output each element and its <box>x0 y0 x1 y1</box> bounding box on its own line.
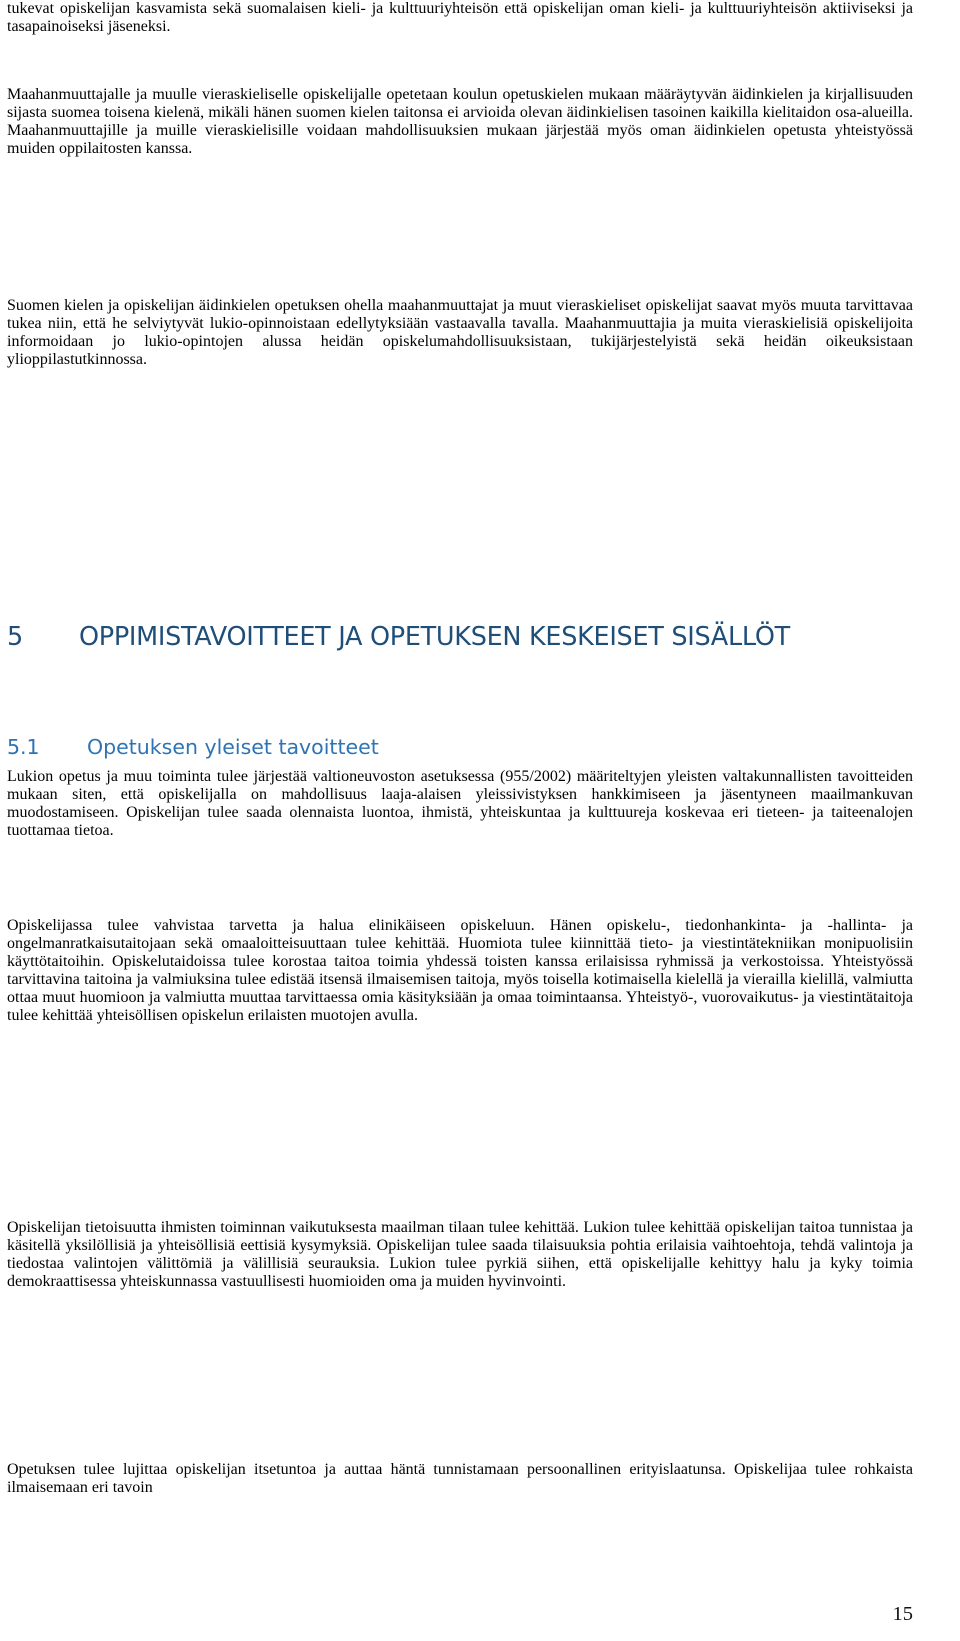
intro-block-3 <box>7 297 913 369</box>
body-paragraph-3: Opiskelijan tietoisuutta ihmisten toiminnan vaikutuksesta maailman tilaan tulee kehittää. Lukion tulee kehittää opiskelijan taitoa tunnistaa ja käsitellä yksilöllisiä ja yhteisöllisiä eettisiä kysymyksiä. Opiskelijan tulee saada tilaisuuksia pohtia erilaisia vaihtoehtoja, tehdä valintoja ja tiedostaa valintojen välittömiä ja välillisiä seurauksia. Lukion tulee pyrkiä siihen, että opiskelijalle kehittyy halu ja kyky toimia demokraattisessa yhteiskunnassa vastuullisesti huomioiden oma ja muiden hyvinvointi. <box>7 1219 913 1290</box>
section-title: OPPIMISTAVOITTEET JA OPETUKSEN KESKEISET SISÄLLÖT <box>79 622 790 652</box>
intro-paragraph-3: Suomen kielen ja opiskelijan äidinkielen opetuksen ohella maahanmuuttajat ja muut vieraskieliset opiskelijat saavat myös muuta tarvittavaa tukea niin, että he selviytyvät lukio-opinnoistaan edellytyksiään vastaavalla tavalla. Maahanmuuttajia ja muita vieraskielisiä opiskelijoita informoidaan jo lukio-opintojen alussa heidän opiskelumahdollisuuksistaan, tukijärjestelyistä sekä heidän oikeuksistaan ylioppilastutkinnossa. <box>7 297 913 368</box>
subsection-number: 5.1 <box>7 735 40 759</box>
body-block-4 <box>7 1461 913 1497</box>
section-number: 5 <box>7 622 23 652</box>
body-paragraph-2: Opiskelijassa tulee vahvistaa tarvetta ja halua elinikäiseen opiskeluun. Hänen opiskelu-, tiedonhankinta- ja -hallinta- ja ongelmanratkaisutaitojaan sekä omaaloitteisuuttaan tulee kehittää. Huomiota tulee kiinnittää tieto- ja viestintätekniikan monipuolisiin käyttötaitoihin. Opiskelutaidoissa tulee korostaa taitoa toimia yhdessä toisten kanssa erilaisissa ryhmissä ja verkostoissa. Yhteistyössä tarvittavina taitoina ja valmiuksina tulee edistää itsensä ilmaisemisen taitoja, myös toisella kotimaisella kielellä ja vierailla kielillä, valmiutta ottaa muut huomioon ja valmiutta muuttaa tarvittaessa omia käsityksiään ja omaa toimintaansa. Yhteistyö-, vuorovaikutus- ja viestintätaitoja tulee kehittää yhteisöllisen opiskelun erilaisten muotojen avulla. <box>7 917 913 1024</box>
body-block-2 <box>7 917 913 1025</box>
body-paragraph-1: Lukion opetus ja muu toiminta tulee järjestää valtioneuvoston asetuksessa (955/2002) määriteltyjen yleisten valtakunnallisten tavoitteiden mukaan siten, että opiskelijalla on mahdollisuus laaja-alaisen yleissivistyksen hankkimiseen ja jäsentyneen maailmankuvan muodostamiseen. Opiskelijan tulee saada olennaista luontoa, ihmistä, yhteiskuntaa ja kulttuureja koskevaa eri tieteen- ja taiteenalojen tuottamaa tietoa. <box>7 768 913 839</box>
body-block-1-text <box>7 738 913 840</box>
intro-block <box>7 0 913 36</box>
body-paragraph-4: Opetuksen tulee lujittaa opiskelijan itsetuntoa ja auttaa häntä tunnistamaan persoonallinen erityislaatunsa. Opiskelijaa tulee rohkaista ilmaisemaan eri tavoin <box>7 1461 913 1496</box>
body-block-3 <box>7 1219 913 1291</box>
page-number: 15 <box>892 1603 913 1625</box>
section-heading <box>7 622 790 652</box>
intro-paragraph-1: tukevat opiskelijan kasvamista sekä suomalaisen kieli- ja kulttuuriyhteisön että opiskelijan oman kieli- ja kulttuuriyhteisön aktiiviseksi ja tasapainoiseksi jäseneksi. <box>7 0 913 35</box>
subsection-title: Opetuksen yleiset tavoitteet <box>87 735 379 759</box>
intro-block-2 <box>7 86 913 158</box>
intro-paragraph-2: Maahanmuuttajalle ja muulle vieraskieliselle opiskelijalle opetetaan koulun opetuskielen mukaan määräytyvän äidinkielen ja kirjallisuuden sijasta suomea toisena kielenä, mikäli hänen suomen kielen taitonsa ei arvioida olevan äidinkielisen tasoinen kaikilla kielitaidon osa-alueilla. Maahanmuuttajille ja muille vieraskielisille voidaan mahdollisuuksien mukaan järjestää myös oman äidinkielen opetusta yhteistyössä muiden oppilaitosten kanssa. <box>7 86 913 157</box>
